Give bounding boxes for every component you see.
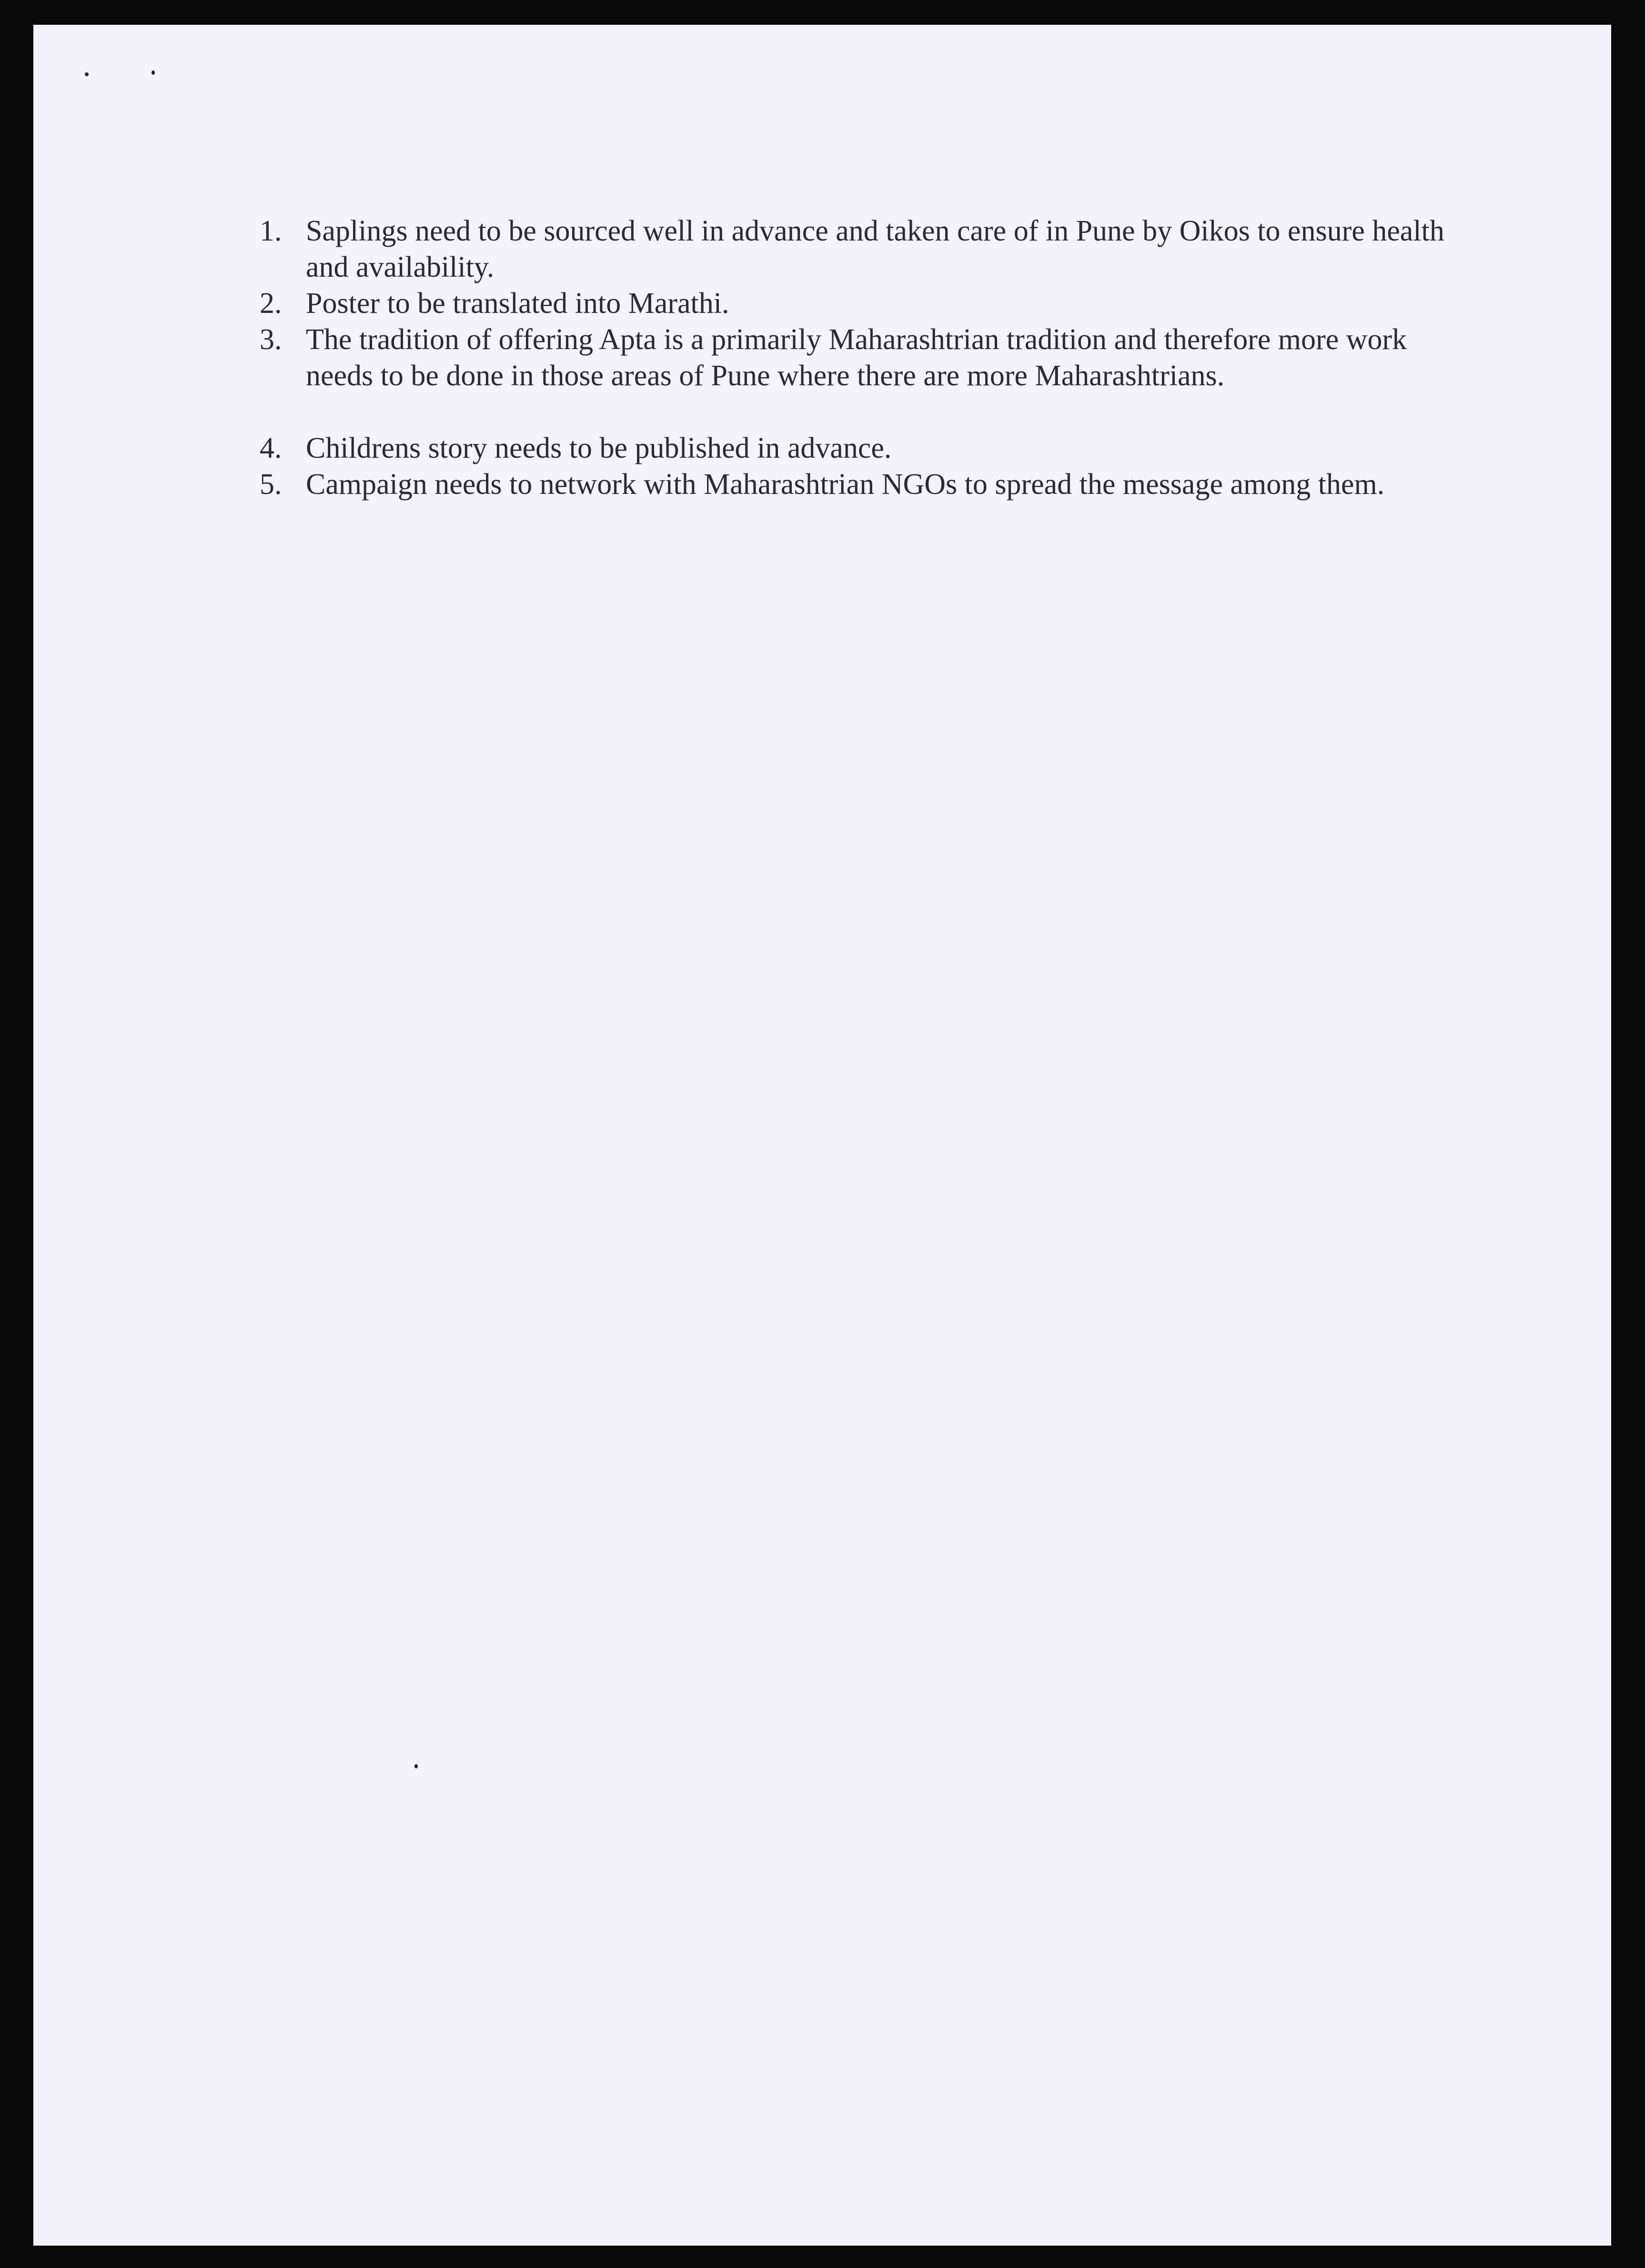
list-item-number: 1. [260, 215, 282, 247]
document-page [33, 25, 1611, 2246]
list-item-text: Childrens story needs to be published in advance. [306, 432, 892, 464]
list-item-number: 3. [260, 323, 282, 356]
list-item-text: Campaign needs to network with Maharashtrian NGOs to spread the message among them. [306, 468, 1385, 501]
list-item-number: 4. [260, 432, 282, 464]
list-item-number: 5. [260, 468, 282, 501]
scan-speck [414, 1764, 418, 1768]
list-item-text: Poster to be translated into Marathi. [306, 287, 729, 320]
scan-speck [85, 72, 89, 76]
list-item-number: 2. [260, 287, 282, 320]
list-item-text: Saplings need to be sourced well in advance and taken care of in Pune by Oikos to ensure health and availability. [306, 215, 1444, 283]
scan-speck [151, 70, 155, 75]
list-item-text: The tradition of offering Apta is a primarily Maharashtrian tradition and therefore more work needs to be done in those areas of Pune where there are more Maharashtrians. [306, 323, 1407, 392]
